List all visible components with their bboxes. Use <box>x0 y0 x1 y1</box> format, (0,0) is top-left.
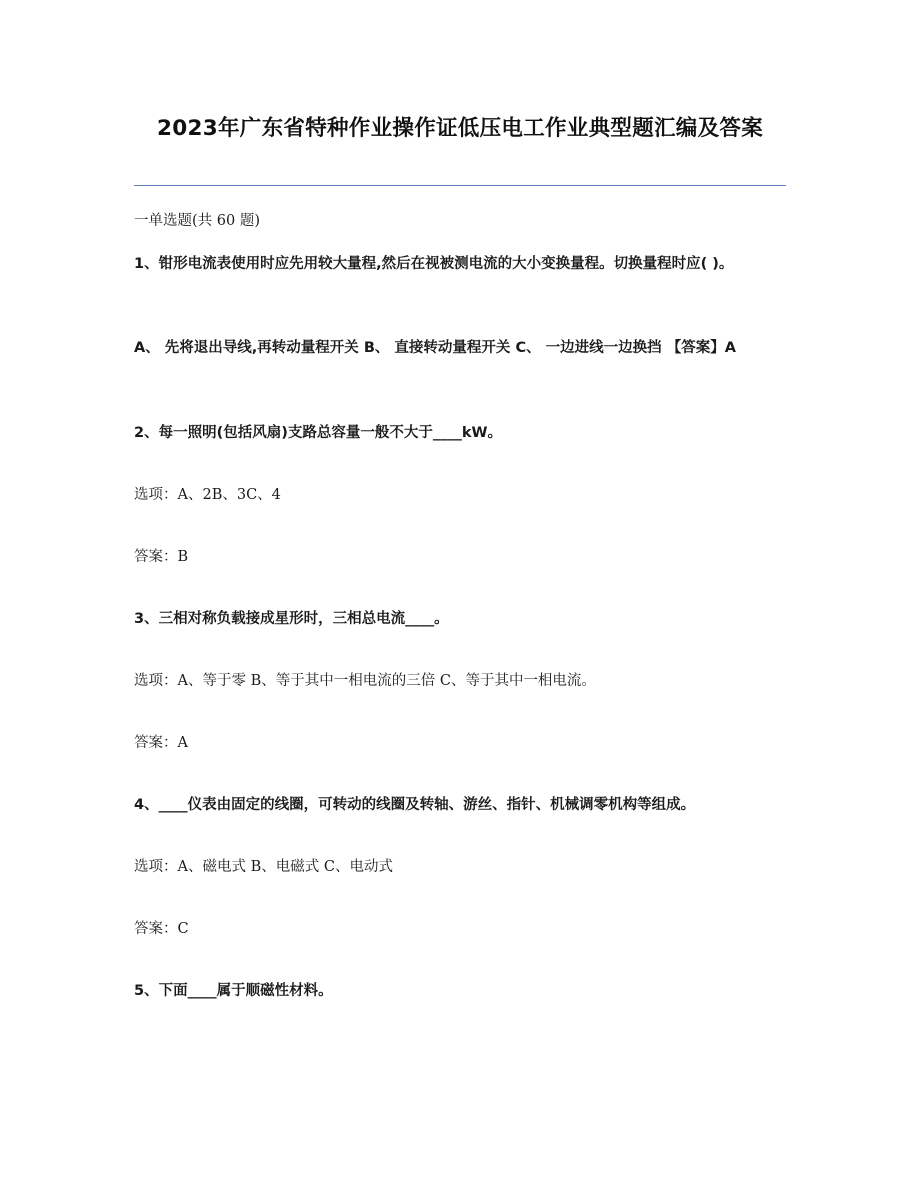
question-2-options: 选项：A、2B、3C、4 <box>134 487 281 503</box>
question-4: 4、____仪表由固定的线圈，可转动的线圈及转轴、游丝、指针、机械调零机构等组成。 <box>134 797 696 813</box>
question-3-answer: 答案：A <box>134 735 188 751</box>
question-3: 3、三相对称负载接成星形时，三相总电流____。 <box>134 611 449 627</box>
section-heading: 一单选题(共 60 题) <box>134 213 260 229</box>
title-divider <box>134 185 786 186</box>
question-3-options: 选项：A、等于零 B、等于其中一相电流的三倍 C、等于其中一相电流。 <box>134 673 596 689</box>
question-1: 1、钳形电流表使用时应先用较大量程,然后在视被测电流的大小变换量程。切换量程时应( )。 <box>134 256 734 272</box>
question-2: 2、每一照明(包括风扇)支路总容量一般不大于____kW。 <box>134 425 502 441</box>
question-5: 5、下面____属于顺磁性材料。 <box>134 983 333 999</box>
question-2-answer: 答案：B <box>134 549 189 565</box>
question-4-answer: 答案：C <box>134 921 189 937</box>
question-4-options: 选项：A、磁电式 B、电磁式 C、电动式 <box>134 859 393 875</box>
document-title: 2023年广东省特种作业操作证低压电工作业典型题汇编及答案 <box>156 116 764 141</box>
question-1-options-answer: A、 先将退出导线,再转动量程开关 B、 直接转动量程开关 C、 一边进线一边换挡 【答案】A <box>134 340 736 356</box>
